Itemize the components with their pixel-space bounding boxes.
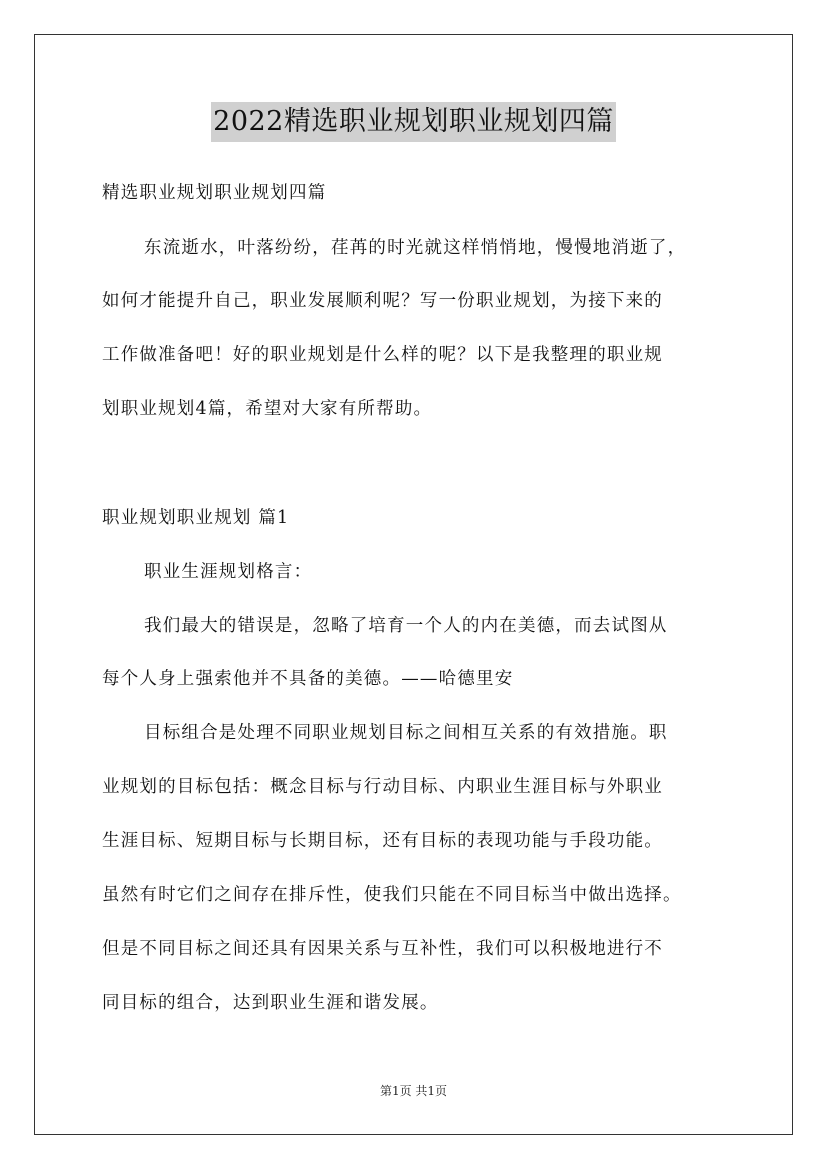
document-title: 2022精选职业规划职业规划四篇 <box>211 102 616 142</box>
title-wrap <box>0 102 827 142</box>
intro-line-2: 如何才能提升自己，职业发展顺利呢？写一份职业规划，为接下来的 <box>102 291 663 311</box>
motto-label: 职业生涯规划格言： <box>144 562 313 582</box>
quote-line-1: 我们最大的错误是，忽略了培育一个人的内在美德，而去试图从 <box>144 616 668 636</box>
body-line-2: 业规划的目标包括：概念目标与行动目标、内职业生涯目标与外职业 <box>102 777 663 797</box>
page-footer: 第1页 共1页 <box>379 1084 448 1098</box>
body-line-5: 但是不同目标之间还具有因果关系与互补性，我们可以积极地进行不 <box>102 939 663 959</box>
subtitle: 精选职业规划职业规划四篇 <box>102 183 327 203</box>
body-line-3: 生涯目标、短期目标与长期目标，还有目标的表现功能与手段功能。 <box>102 831 663 851</box>
intro-line-1: 东流逝水，叶落纷纷，荏苒的时光就这样悄悄地，慢慢地消逝了， <box>144 238 687 258</box>
section-heading: 职业规划职业规划 篇1 <box>102 508 290 528</box>
quote-line-2: 每个人身上强索他并不具备的美德。——哈德里安 <box>102 669 514 689</box>
body-line-6: 同目标的组合，达到职业生涯和谐发展。 <box>102 993 439 1013</box>
body-line-4: 虽然有时它们之间存在排斥性，使我们只能在不同目标当中做出选择。 <box>102 885 682 905</box>
body-line-1: 目标组合是处理不同职业规划目标之间相互关系的有效措施。职 <box>144 723 668 743</box>
intro-line-3: 工作做准备吧！好的职业规划是什么样的呢？以下是我整理的职业规 <box>102 345 663 365</box>
intro-line-4: 划职业规划4篇，希望对大家有所帮助。 <box>102 399 433 419</box>
